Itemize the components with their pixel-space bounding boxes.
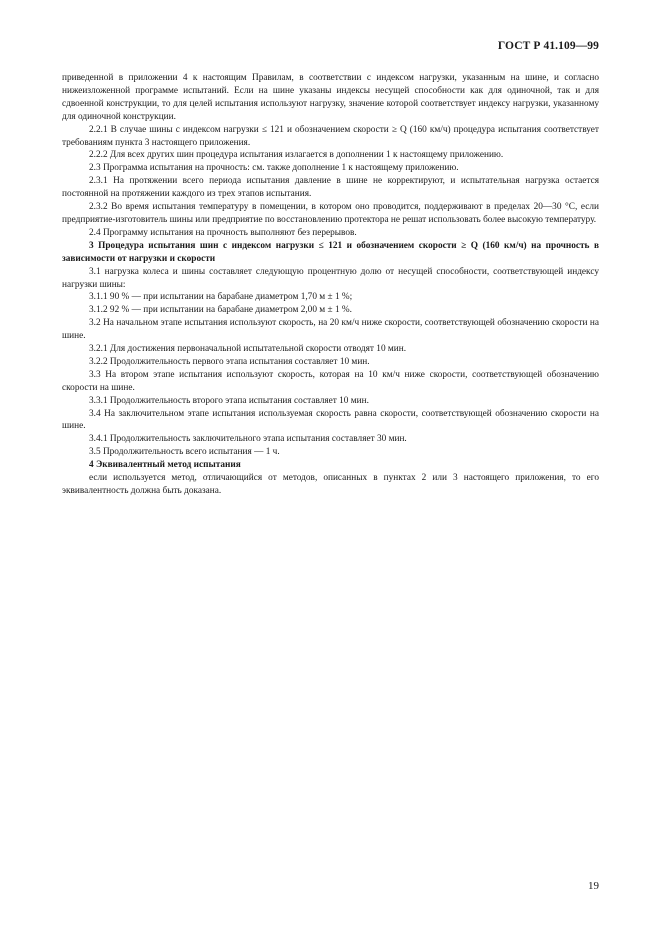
document-body <box>62 72 599 498</box>
section-heading-4: 4 Эквивалентный метод испытания <box>89 460 241 471</box>
paragraph-2-2-2: 2.2.2 Для всех других шин процедура испытания излагается в дополнении 1 к настоящему приложению. <box>89 150 504 161</box>
paragraph-3-1-1: 3.1.1 90 % — при испытании на барабане диаметром 1,70 м ± 1 %; <box>89 292 353 303</box>
paragraph-3-2-1: 3.2.1 Для достижения первоначальной испытательной скорости отводят 10 мин. <box>89 344 407 355</box>
paragraph-3-4-1: 3.4.1 Продолжительность заключительного этапа испытания составляет 30 мин. <box>89 434 407 445</box>
paragraph-3-5: 3.5 Продолжительность всего испытания — 1 ч. <box>89 447 280 458</box>
paragraph-2-3: 2.3 Программа испытания на прочность: см. также дополнение 1 к настоящему приложению. <box>89 163 459 174</box>
section-heading-3: 3 Процедура испытания шин с индексом нагрузки ≤ 121 и обозначением скорости ≥ Q (160 км/ч) на прочность в зависимости от нагрузки и скорости <box>62 240 599 264</box>
document-header: ГОСТ Р 41.109—99 <box>497 40 599 52</box>
paragraph-3-1-2: 3.1.2 92 % — при испытании на барабане диаметром 2,00 м ± 1 %. <box>89 305 352 316</box>
paragraph-3-2: 3.2 На начальном этапе испытания используют скорость, на 20 км/ч ниже скорости, соответствующей обозначению скорости на шине. <box>62 318 599 342</box>
paragraph-3-3-1: 3.3.1 Продолжительность второго этапа испытания составляет 10 мин. <box>89 395 369 406</box>
paragraph-continuation: приведенной в приложении 4 к настоящим Правилам, в соответствии с индексом нагрузки, указанным на шине, и согласно нижеизложенной программе испытаний. Если на шине указаны индексы несущей способности как для одиночной, так и для сдвоенной конструкции, то для целей испытания используют нагрузку, значение которой соответствует индексу нагрузки, указанному для одиночной конструкции. <box>62 73 599 122</box>
paragraph-3-1: 3.1 нагрузка колеса и шины составляет следующую процентную долю от несущей способности, соответствующей индексу нагрузки шины: <box>62 266 599 290</box>
paragraph-2-3-2: 2.3.2 Во время испытания температуру в помещении, в котором оно проводится, поддерживают в пределах 20—30 °С, если предприятие-изготовитель шины или предприятие по восстановлению протектора не решат использовать более высокую температуру. <box>62 202 599 225</box>
page-number: 19 <box>588 880 599 892</box>
paragraph-3-4: 3.4 На заключительном этапе испытания используемая скорость равна скорости, соответствующей обозначению скорости на шине. <box>62 408 599 432</box>
paragraph-2-2-1: 2.2.1 В случае шины с индексом нагрузки ≤ 121 и обозначением скорости ≥ Q (160 км/ч) процедура испытания соответствует требованиям пункта 3 настоящего приложения. <box>62 124 599 148</box>
paragraph-4-text: если используется метод, отличающийся от методов, описанных в пунктах 2 или 3 настоящего приложения, то его эквивалентность должна быть доказана. <box>62 473 599 496</box>
paragraph-2-3-1: 2.3.1 На протяжении всего периода испытания давление в шине не корректируют, и испытательная нагрузка остается постоянной на протяжении каждого из трех этапов испытания. <box>62 176 599 200</box>
paragraph-2-4: 2.4 Программу испытания на прочность выполняют без перерывов. <box>89 227 357 238</box>
paragraph-3-3: 3.3 На втором этапе испытания используют скорость, которая на 10 км/ч ниже скорости, соответствующей обозначению скорости на шине. <box>62 369 599 393</box>
paragraph-3-2-2: 3.2.2 Продолжительность первого этапа испытания составляет 10 мин. <box>89 356 370 367</box>
